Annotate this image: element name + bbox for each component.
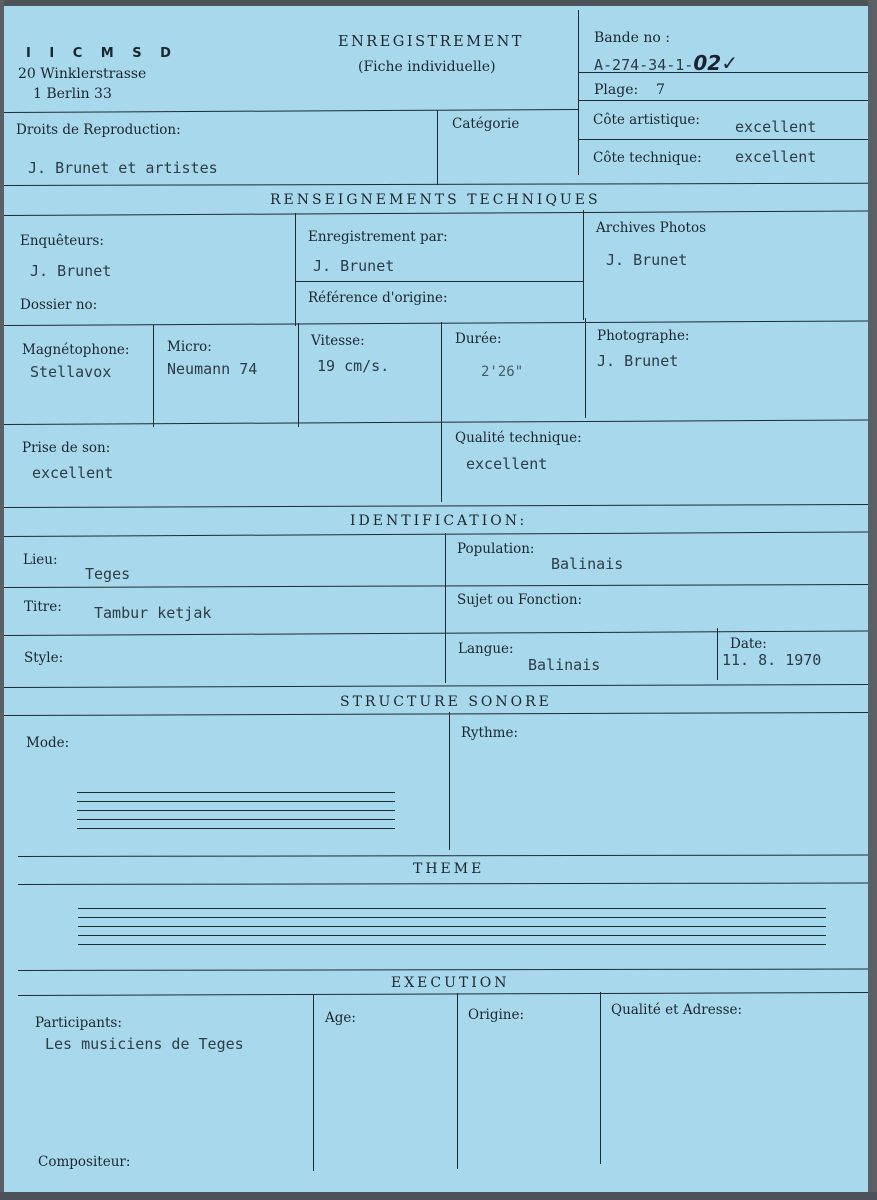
rhythm-label: Rythme: bbox=[461, 725, 519, 741]
title-label: Titre: bbox=[24, 599, 62, 615]
origin-ref-label: Référence d'origine: bbox=[308, 290, 448, 306]
scan-edge-bottom bbox=[0, 1192, 877, 1200]
artistic-rating-value: excellent bbox=[735, 118, 817, 136]
card-subtitle: (Fiche individuelle) bbox=[358, 59, 496, 75]
composer-label: Compositeur: bbox=[38, 1154, 131, 1170]
card-title: ENREGISTREMENT bbox=[338, 34, 524, 50]
artistic-rating-label: Côte artistique: bbox=[593, 112, 700, 128]
language-value: Balinais bbox=[528, 656, 601, 674]
mic-label: Micro: bbox=[167, 339, 212, 355]
title-value: Tambur ketjak bbox=[94, 604, 212, 622]
investigators-label: Enquêteurs: bbox=[20, 233, 104, 249]
sound-capture-label: Prise de son: bbox=[22, 440, 111, 456]
rights-value: J. Brunet et artistes bbox=[28, 159, 218, 177]
theme-heading: THEME bbox=[413, 861, 485, 877]
quality-address-label: Qualité et Adresse: bbox=[611, 1002, 743, 1018]
scan-edge-top bbox=[0, 0, 877, 6]
participants-label: Participants: bbox=[35, 1015, 122, 1031]
photo-archive-label: Archives Photos bbox=[596, 220, 706, 236]
age-label: Age: bbox=[325, 1010, 356, 1026]
place-value: Teges bbox=[85, 565, 131, 583]
org-city: 1 Berlin 33 bbox=[33, 86, 112, 102]
language-label: Langue: bbox=[458, 641, 514, 657]
tape-handwritten: 02 bbox=[693, 51, 722, 75]
mode-label: Mode: bbox=[26, 735, 70, 751]
tape-value: A-274-34-1- bbox=[594, 56, 694, 74]
duration-value: 2'26" bbox=[481, 364, 524, 380]
photo-archive-value: J. Brunet bbox=[606, 251, 688, 269]
track-label: Plage: bbox=[594, 82, 639, 98]
recorder-label: Magnétophone: bbox=[22, 342, 130, 358]
origin-label: Origine: bbox=[468, 1007, 525, 1023]
technical-quality-value: excellent bbox=[466, 455, 548, 473]
scan-edge-right bbox=[868, 0, 877, 1200]
recorded-by-label: Enregistrement par: bbox=[308, 229, 448, 245]
tape-label: Bande no : bbox=[594, 30, 670, 46]
technical-rating-label: Côte technique: bbox=[593, 150, 702, 166]
place-label: Lieu: bbox=[23, 552, 58, 568]
identification-heading: IDENTIFICATION: bbox=[350, 513, 528, 529]
category-label: Catégorie bbox=[452, 116, 520, 132]
dossier-label: Dossier no: bbox=[20, 297, 98, 313]
technical-rating-value: excellent bbox=[735, 148, 817, 166]
participants-value: Les musiciens de Teges bbox=[45, 1035, 244, 1053]
date-label: Date: bbox=[730, 636, 767, 652]
population-label: Population: bbox=[457, 541, 535, 557]
recorder-value: Stellavox bbox=[30, 363, 112, 381]
date-value: 11. 8. 1970 bbox=[722, 651, 822, 669]
tape-number bbox=[594, 51, 738, 75]
tech-heading: RENSEIGNEMENTS TECHNIQUES bbox=[270, 192, 601, 208]
recorded-by-value: J. Brunet bbox=[313, 257, 395, 275]
style-label: Style: bbox=[24, 650, 64, 666]
structure-heading: STRUCTURE SONORE bbox=[340, 694, 552, 710]
duration-label: Durée: bbox=[455, 331, 502, 347]
org-name: I I C M S D bbox=[26, 46, 178, 61]
sound-capture-value: excellent bbox=[32, 464, 114, 482]
population-value: Balinais bbox=[551, 555, 624, 573]
mic-value: Neumann 74 bbox=[167, 360, 258, 378]
speed-label: Vitesse: bbox=[311, 333, 365, 349]
track-value: 7 bbox=[656, 82, 665, 98]
technical-quality-label: Qualité technique: bbox=[455, 430, 582, 446]
investigators-value: J. Brunet bbox=[30, 262, 112, 280]
scan-edge-left bbox=[0, 0, 4, 1200]
rights-label: Droits de Reproduction: bbox=[16, 122, 181, 138]
photographer-value: J. Brunet bbox=[597, 352, 679, 370]
execution-heading: EXECUTION bbox=[391, 975, 510, 991]
subject-label: Sujet ou Fonction: bbox=[457, 592, 583, 608]
speed-value: 19 cm/s. bbox=[317, 357, 390, 375]
check-mark-icon: ✓ bbox=[721, 51, 738, 75]
org-street: 20 Winklerstrasse bbox=[18, 66, 147, 82]
photographer-label: Photographe: bbox=[597, 328, 690, 344]
